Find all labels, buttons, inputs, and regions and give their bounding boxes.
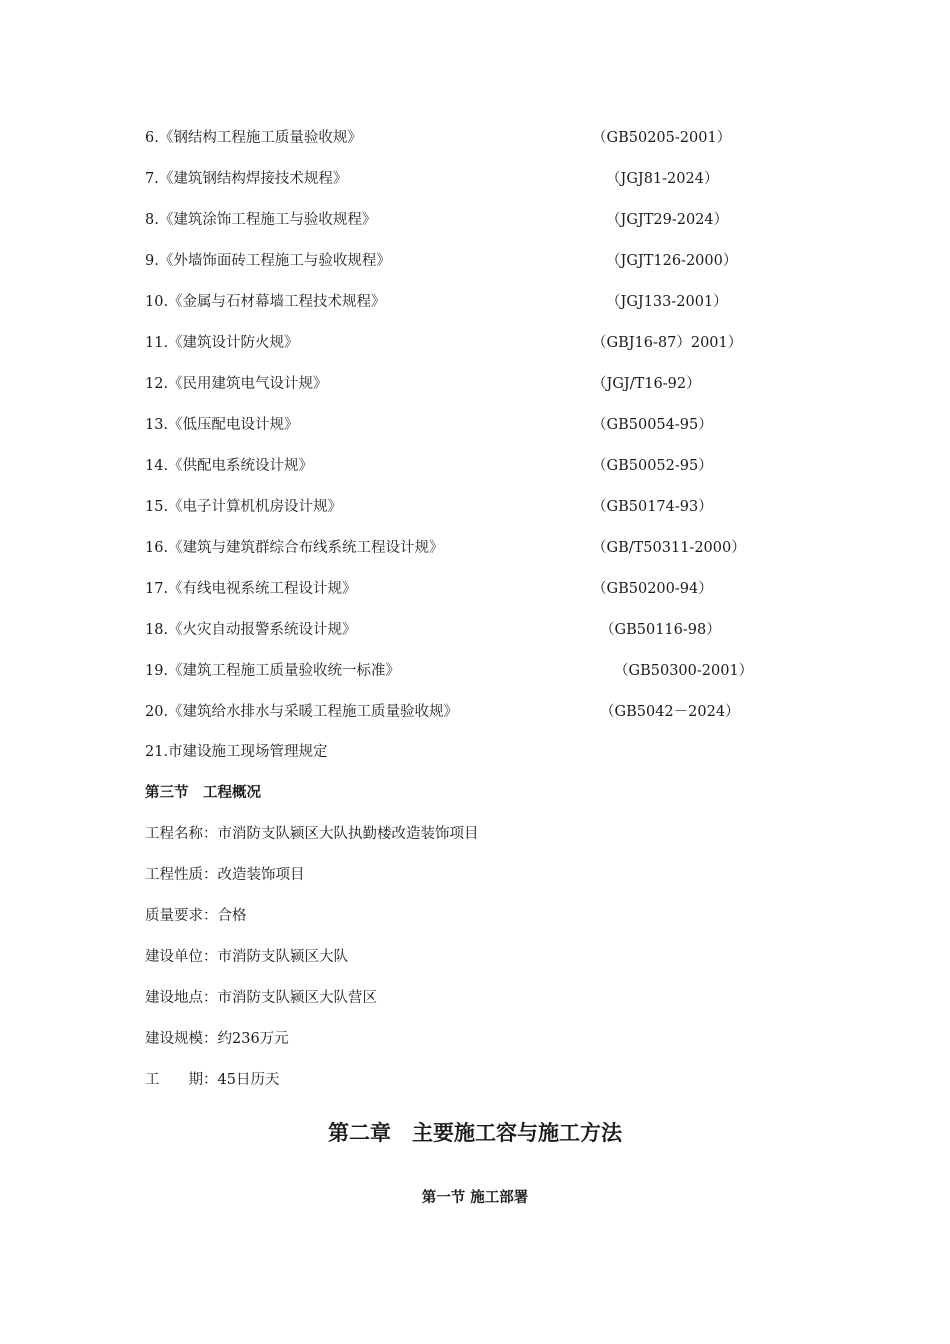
- project-name: 工程名称：市消防支队颍区大队执勤楼改造装饰项目: [145, 826, 479, 842]
- standard-code: （GB50174-93）: [592, 499, 713, 515]
- standard-title: 16.《建筑与建筑群综合布线系统工程设计规》: [145, 540, 444, 556]
- construction-site: 建设地点：市消防支队颍区大队营区: [145, 990, 377, 1006]
- standard-title: 9.《外墙饰面砖工程施工与验收规程》: [145, 253, 391, 269]
- construction-unit: 建设单位：市消防支队颍区大队: [145, 949, 348, 965]
- standard-code: （GB50300-2001）: [614, 663, 754, 679]
- standard-title: 20.《建筑给水排水与采暖工程施工质量验收规》: [145, 704, 459, 720]
- standard-code: （JGJ/T16-92）: [592, 376, 701, 392]
- standard-title: 10.《金属与石材幕墙工程技术规程》: [145, 294, 386, 310]
- standard-title: 11.《建筑设计防火规》: [145, 335, 299, 351]
- quality-requirement: 质量要求：合格: [145, 908, 247, 924]
- standard-code: （GB50200-94）: [592, 581, 713, 597]
- standard-code: （JGJ133-2001）: [606, 294, 728, 310]
- standard-title: 14.《供配电系统设计规》: [145, 458, 314, 474]
- standard-title: 18.《火灾自动报警系统设计规》: [145, 622, 357, 638]
- standard-title: 8.《建筑涂饰工程施工与验收规程》: [145, 212, 377, 228]
- standard-code: （GBJ16-87）2001）: [592, 335, 743, 351]
- standard-code: （JGJT29-2024）: [606, 212, 729, 228]
- standard-code: （GB5042－2024）: [600, 704, 740, 720]
- standard-code: （GB50116-98）: [600, 622, 721, 638]
- section-heading: 第三节 工程概况: [145, 784, 261, 801]
- standard-item-21: 21.市建设施工现场管理规定: [145, 744, 328, 760]
- construction-scale: 建设规模：约236万元: [145, 1031, 289, 1047]
- standard-code: （JGJT126-2000）: [606, 253, 738, 269]
- standard-title: 13.《低压配电设计规》: [145, 417, 299, 433]
- construction-period: 工 期：45日历天: [145, 1072, 280, 1088]
- standard-title: 6.《钢结构工程施工质量验收规》: [145, 130, 362, 146]
- chapter-heading: 第二章 主要施工容与施工方法: [328, 1120, 622, 1145]
- standard-title: 15.《电子计算机机房设计规》: [145, 499, 343, 515]
- section-heading: 第一节 施工部署: [421, 1189, 529, 1206]
- standard-code: （GB50052-95）: [592, 458, 713, 474]
- project-nature: 工程性质：改造装饰项目: [145, 867, 305, 883]
- standard-code: （GB/T50311-2000）: [592, 540, 746, 556]
- standard-title: 12.《民用建筑电气设计规》: [145, 376, 328, 392]
- standard-title: 7.《建筑钢结构焊接技术规程》: [145, 171, 348, 187]
- standard-code: （GB50054-95）: [592, 417, 713, 433]
- standard-code: （JGJ81-2024）: [606, 171, 719, 187]
- standard-title: 19.《建筑工程施工质量验收统一标准》: [145, 663, 401, 679]
- standard-title: 17.《有线电视系统工程设计规》: [145, 581, 357, 597]
- standard-code: （GB50205-2001）: [592, 130, 732, 146]
